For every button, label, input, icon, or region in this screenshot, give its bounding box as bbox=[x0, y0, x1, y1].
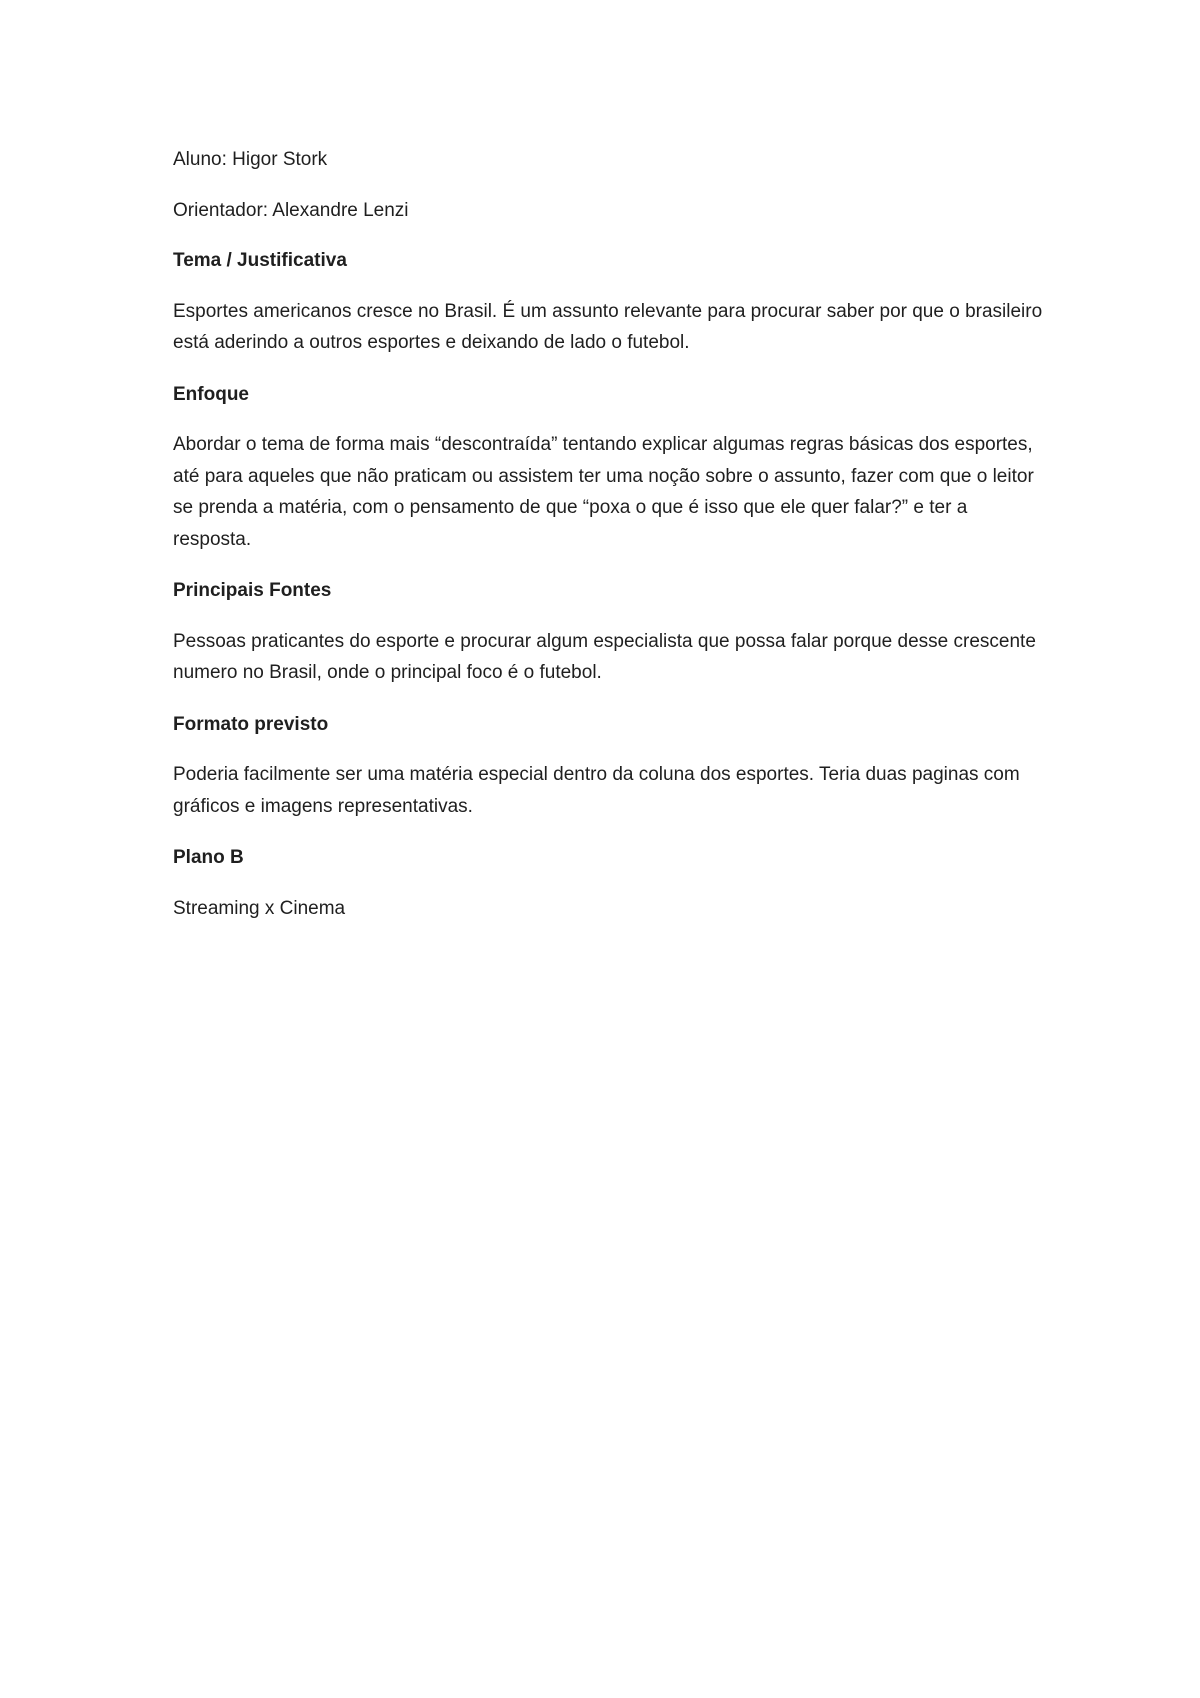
student-name: Aluno: Higor Stork bbox=[173, 149, 328, 170]
section-heading-plano-b: Plano B bbox=[173, 847, 244, 868]
section-body-tema: Esportes americanos cresce no Brasil. É um assunto relevante para procurar saber por que o brasileiro está aderindo a outros esportes e deixando de lado o futebol. bbox=[173, 300, 1043, 353]
document-page bbox=[173, 144, 1043, 944]
section-heading-formato: Formato previsto bbox=[173, 713, 329, 735]
section-body-plano-b: Streaming x Cinema bbox=[173, 897, 346, 919]
section-body-enfoque: Abordar o tema de forma mais “descontraída” tentando explicar algumas regras básicas dos esportes, até para aqueles que não praticam ou assistem ter uma noção sobre o assunto, fazer com que o leitor se prenda a matéria, com o pensamento de que “poxa o que é isso que ele quer falar?” e ter a resposta. bbox=[173, 434, 1034, 550]
section-body-formato: Poderia facilmente ser uma matéria especial dentro da coluna dos esportes. Teria duas paginas com gráficos e imagens representativas. bbox=[173, 764, 1020, 817]
section-heading-fontes: Principais Fontes bbox=[173, 580, 332, 601]
advisor-name: Orientador: Alexandre Lenzi bbox=[173, 199, 409, 221]
section-body-fontes: Pessoas praticantes do esporte e procurar algum especialista que possa falar porque desse crescente numero no Brasil, onde o principal foco é o futebol. bbox=[173, 630, 1036, 683]
section-heading-enfoque: Enfoque bbox=[173, 383, 249, 405]
section-heading-tema: Tema / Justificativa bbox=[173, 250, 347, 271]
